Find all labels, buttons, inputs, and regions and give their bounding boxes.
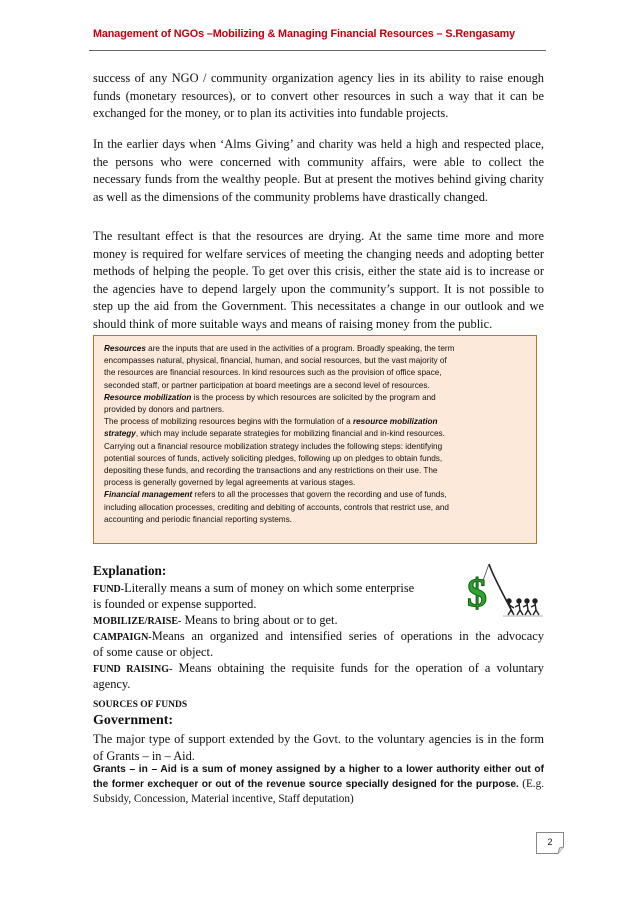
fund-definition: FUND-Literally means a sum of money on which some enterprise (93, 581, 415, 595)
paragraph-2: In the earlier days when ‘Alms Giving’ and charity was held a high and respected place, the persons who were concerned with community affairs, were able to collect the necessary funds from the wealthy people. But at present the motives behind giving charity as well as the dimensions of the community problems have drastically changed. (93, 137, 544, 204)
grants-in-aid-definition: Grants – in – Aid is a sum of money assigned by a higher to a lower authority either out of the former exchequer or out of the revenue source specially designed for the purpose. (E.g. Subsidy, Concession, Material incentive, Staff deputation) (93, 764, 544, 805)
fund-raising-definition-cont: agency. (93, 677, 131, 691)
page-number-box (536, 832, 566, 854)
fund-raising-definition: FUND RAISING- Means obtaining the requisite funds for the operation of a voluntary (93, 661, 544, 675)
resource-mobilization-term: Resource mobilization (104, 392, 192, 402)
campaign-definition-cont: of some cause or object. (93, 645, 214, 659)
government-text: The major type of support extended by the Govt. to the voluntary agencies is in the form of Grants – in – Aid. (93, 732, 544, 763)
financial-management-term: Financial management (104, 490, 193, 500)
mobilize-definition: MOBILIZE/RAISE- Means to bring about or to get. (93, 613, 338, 627)
svg-text:$: $ (467, 570, 487, 615)
header-divider (89, 50, 546, 51)
resources-term: Resources (104, 344, 146, 353)
paragraph-3: The resultant effect is that the resources are drying. At the same time more and more money is required for welfare services of meeting the changing needs and adopting better methods of helping the people. To get over this crisis, either the state aid is to increase or the agencies have to depend largely upon the community’s support. It is not possible to step up the aid from the Government. This necessitates a change in our outlook and we should think of more suitable ways and means of raising money from the public. (93, 229, 544, 331)
page-header: Management of NGOs –Mobilizing & Managing Financial Resources – S.Rengasamy (93, 28, 516, 40)
page-number: 2 (547, 837, 553, 847)
fund-definition-cont: is founded or expense supported. (93, 597, 257, 611)
paragraph-1: success of any NGO / community organization agency lies in its ability to raise enough funds (monetary resources), or to convert other resources in such a way that it can be exchanged for the money, or to plan its activities into fundable projects. (93, 71, 544, 120)
government-heading: Government: (93, 713, 174, 728)
sources-heading: SOURCES OF FUNDS (93, 700, 188, 710)
explanation-heading: Explanation: (93, 563, 167, 578)
definitions-box: Resources are the inputs that are used in the activities of a program. Broadly speaking, the term encompasses natural, physical, financial, human, and social resources, but the vast majority of the resources are financial resources. In kind resources such as the provision of office space, seconded staff, or partner participation at board meetings are a second level of resources. Resource mobilization is the process by which resources are solicited by the program and provided by donors and partners. The process of mobilizing resources begins with the formulation of a resource mobilization strategy, which may include separate strategies for mobilizing financial and in-kind resources. Carrying out a financial resource mobilization strategy includes the following steps: identifying potential sources of funds, actively soliciting pledges, following up on pledges to obtain funds, depositing these funds, and recording the transactions and any restrictions on their use. The process is generally governed by legal agreements at various stages. Financial management refers to all the processes that govern the recording and use of funds, including allocation processes, crediting and debiting of accounts, controls that restrict use, and accounting and periodic financial reporting systems. (93, 335, 537, 544)
campaign-definition: CAMPAIGN-Means an organized and intensified series of operations in the advocacy (93, 629, 544, 643)
